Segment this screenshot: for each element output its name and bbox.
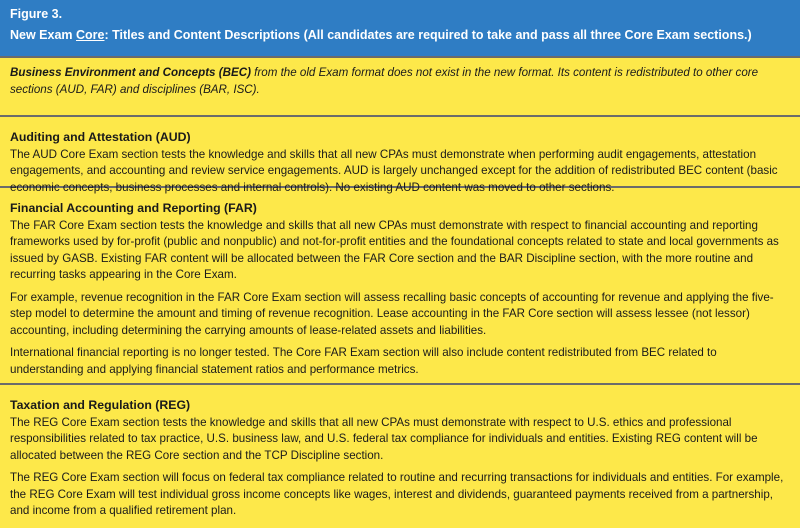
section-reg (0, 383, 800, 526)
figure-title-core: Core (76, 28, 105, 42)
bec-note (0, 56, 800, 115)
figure-title-suffix: : Titles and Content Descriptions (All candidates are required to take and pass all three Core Exam sections.) (104, 28, 752, 42)
section-paragraph: The AUD Core Exam section tests the knowledge and skills that all new CPAs must demonstrate when performing audit engagements, attestation engagements, and accounting and review service engagements. AUD is largely unchanged except for the addition of redistributed BEC content (basic economic concepts, business processes and internal controls). No existing AUD content was moved to other sections. (10, 147, 778, 194)
figure-title-prefix: New Exam (10, 28, 77, 42)
section-aud (0, 115, 800, 194)
section-paragraph: International financial reporting is no longer tested. The Core FAR Exam section will also include content redistributed from BEC related to understanding and applying financial statement ratios and performance metrics. (10, 346, 717, 376)
section-paragraph: The REG Core Exam section will focus on federal tax compliance related to routine and recurring transactions for individuals and entities. For example, the REG Core Exam will test individual gross income concepts like wages, interest and dividends, guaranteed payments received from a partnership, and income from a qualified retirement plan. (10, 471, 784, 517)
section-far (0, 186, 800, 383)
section-paragraph: The REG Core Exam section tests the knowledge and skills that all new CPAs must demonstrate with respect to U.S. ethics and professional responsibilities related to tax practice, U.S. business law, and U.S. federal tax compliance for individuals and entities. Existing REG content will be allocated between the REG Core section and the TCP Discipline section. (10, 415, 758, 462)
bec-note-text: from the old Exam format does not exist in the new format. Its content is redistributed to other core sections (AUD, FAR) and disciplines (BAR, ISC). (10, 66, 759, 96)
section-title: Taxation and Regulation (REG) (10, 398, 191, 412)
bec-note-bold: Business Environment and Concepts (BEC) (10, 66, 251, 79)
section-title: Financial Accounting and Reporting (FAR) (10, 201, 257, 215)
section-title: Auditing and Attestation (AUD) (10, 130, 191, 144)
figure-title (10, 27, 790, 44)
section-paragraph: For example, revenue recognition in the FAR Core Exam section will assess recalling basic concepts of accounting for revenue and applying the five-step model to determine the amount and timing of revenue recognition. Lease accounting in the FAR Core section will assess lessee (not lessor) accounting, including determining the carrying amounts of lease-related assets and liabilities. (10, 290, 774, 337)
figure-header (0, 0, 800, 56)
section-paragraph: The FAR Core Exam section tests the knowledge and skills that all new CPAs must demonstrate with respect to financial accounting and reporting frameworks used by for-profit (public and nonpublic) and not-for-profit entities and the foundational concepts related to state and local governments as issued by GASB. Existing FAR content will be allocated between the FAR Core section and the BAR Discipline section, with the more routine and recurring tasks appearing in the Core Exam. (10, 218, 779, 281)
figure-label: Figure 3. (10, 7, 63, 21)
